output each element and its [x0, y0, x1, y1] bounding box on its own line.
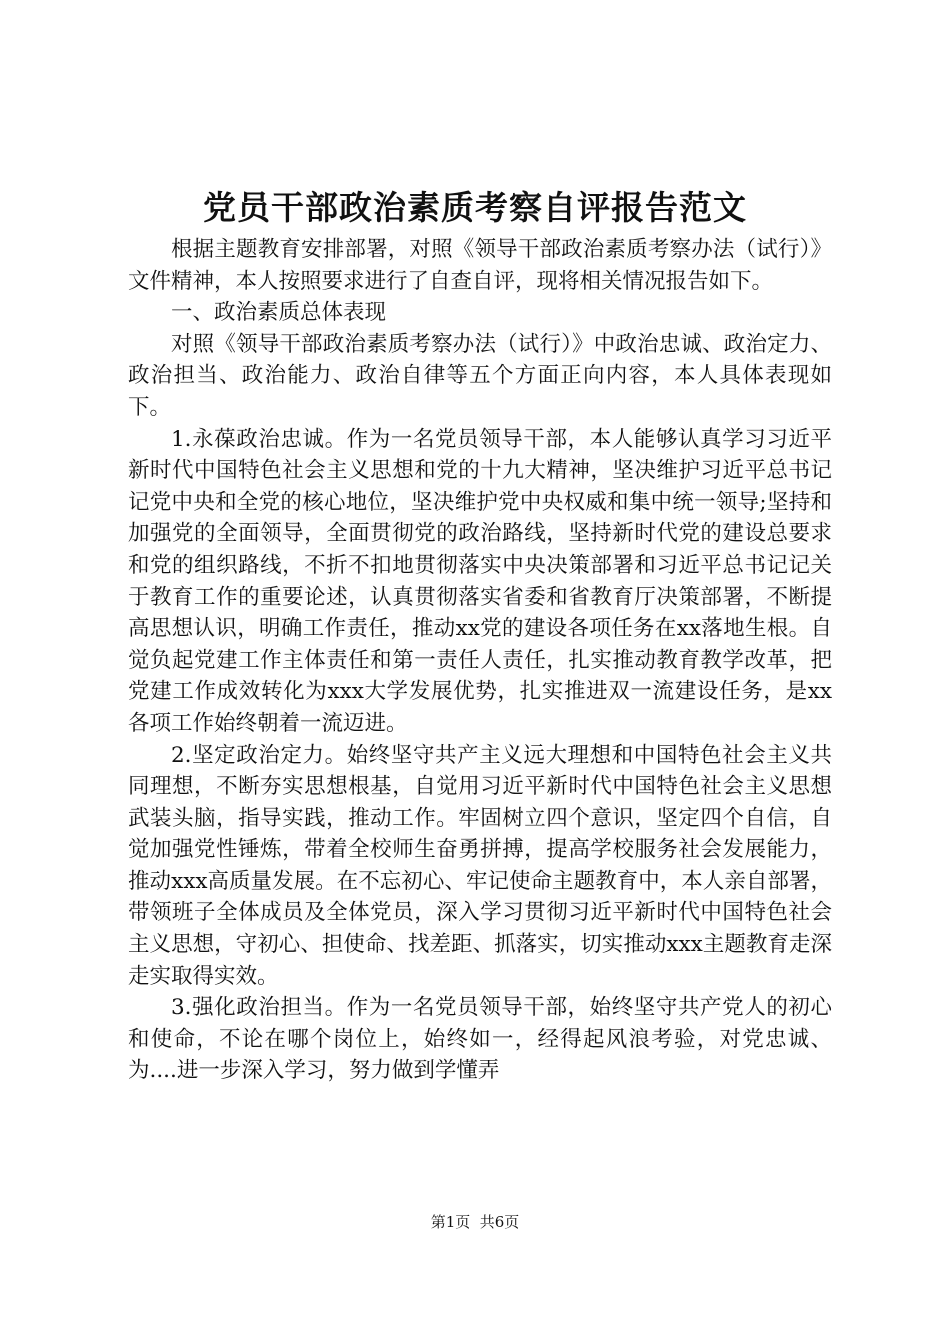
page-number: 第1页 共6页 — [430, 1213, 520, 1231]
paragraph-item-1: 1.永葆政治忠诚。作为一名党员领导干部，本人能够认真学习习近平新时代中国特色社会主义思想和党的十九大精神，坚决维护习近平总书记记党中央和全党的核心地位，坚决维护党中央权威和集中统一领导;坚持和加强党的全面领导，全面贯彻党的政治路线，坚持新时代党的建设总要求和党的组织路线，不折不扣地贯彻落实中央决策部署和习近平总书记记关于教育工作的重要论述，认真贯彻落实省委和省教育厅决策部署，不断提高思想认识，明确工作责任，推动xx党的建设各项任务在xx落地生根。自觉负起党建工作主体责任和第一责任人责任，扎实推动教育教学改革，把党建工作成效转化为xxx大学发展优势，扎实推进双一流建设任务，是xx各项工作始终朝着一流迈进。 — [128, 426, 832, 736]
page-footer — [0, 1212, 950, 1232]
paragraph-item-2: 2.坚定政治定力。始终坚守共产主义远大理想和中国特色社会主义共同理想，不断夯实思想根基，自觉用习近平新时代中国特色社会主义思想武装头脑，指导实践，推动工作。牢固树立四个意识，坚定四个自信，自觉加强党性锤炼，带着全校师生奋勇拼搏，提高学校服务社会发展能力，推动xxx高质量发展。在不忘初心、牢记使命主题教育中，本人亲自部署，带领班子全体成员及全体党员，深入学习贯彻习近平新时代中国特色社会主义思想，守初心、担使命、找差距、抓落实，切实推动xxx主题教育走深走实取得实效。 — [128, 742, 832, 989]
paragraph-intro: 根据主题教育安排部署，对照《领导干部政治素质考察办法（试行）》文件精神，本人按照要求进行了自查自评，现将相关情况报告如下。 — [128, 237, 832, 294]
paragraph-item-3: 3.强化政治担当。作为一名党员领导干部，始终坚守共产党人的初心和使命，不论在哪个岗位上，始终如一，经得起风浪考验，对党忠诚、为....进一步深入学习，努力做到学懂弄 — [128, 995, 832, 1084]
paragraph-overview: 对照《领导干部政治素质考察办法（试行）》中政治忠诚、政治定力、政治担当、政治能力、政治自律等五个方面正向内容，本人具体表现如下。 — [128, 331, 832, 420]
section-heading: 一、政治素质总体表现 — [171, 300, 387, 326]
document-title: 党员干部政治素质考察自评报告范文 — [203, 188, 747, 227]
document-body — [128, 234, 832, 1087]
